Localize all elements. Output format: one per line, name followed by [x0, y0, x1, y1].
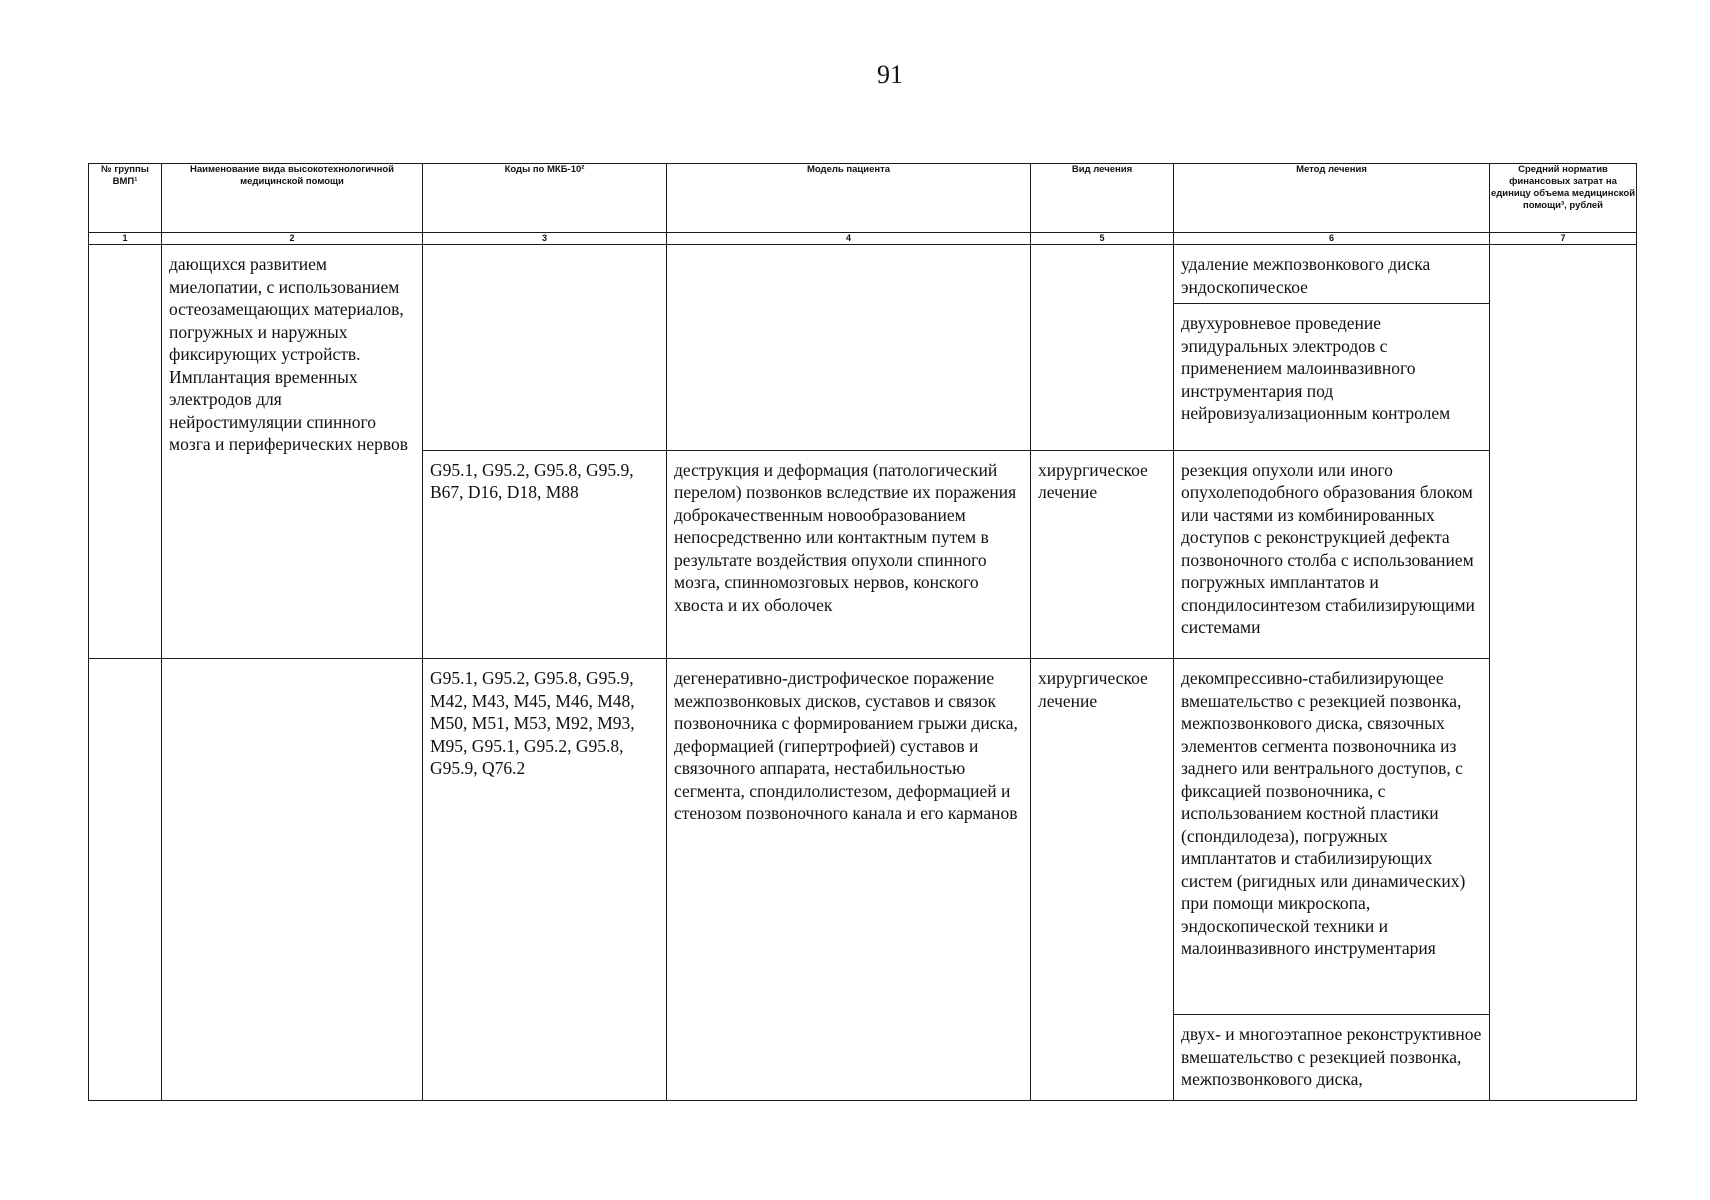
header-icd-codes: Коды по МКБ-10² — [423, 164, 667, 233]
cost-standard-cell — [1490, 245, 1637, 1101]
treatment-method-text: двухуровневое проведение эпидуральных электродов с применением малоинвазивного инструментария под нейровизуализационным контролем — [1174, 303, 1489, 429]
treatment-method-cell — [1174, 450, 1490, 659]
header-patient-model: Модель пациента — [667, 164, 1031, 233]
patient-model-cell — [667, 659, 1031, 1101]
treatment-method-cell — [1174, 659, 1490, 1101]
patient-model-cell — [667, 245, 1031, 451]
group-number-cell — [89, 659, 162, 1101]
treatment-type-text: хирургическое лечение — [1038, 668, 1148, 711]
table-row — [89, 659, 1637, 1101]
care-name-text: дающихся развитием миелопатии, с использованием остеозамещающих материалов, погружных и наружных фиксирующих устройств. Имплантация временных электродов для нейростимуляции спинного мозга и периферических нервов — [169, 254, 409, 454]
column-number: 7 — [1490, 233, 1637, 245]
treatment-type-cell — [1031, 245, 1174, 451]
treatment-type-cell — [1031, 659, 1174, 1101]
column-number: 2 — [162, 233, 423, 245]
column-number-row — [89, 233, 1637, 245]
treatment-method-text: декомпрессивно-стабилизирующее вмешательство с резекцией позвонка, межпозвонкового диска, связочных элементов сегмента позвоночника из заднего или вентрального доступов, с фиксацией позвоночника, с использованием костной пластики (спондилодеза), погружных имплантатов и стабилизирующих систем (ригидных или динамических) при помощи микроскопа, эндоскопической техники и малоинвазивного инструментария — [1181, 668, 1466, 959]
header-cost-standard: Средний норматив финансовых затрат на единицу объема медицинской помощи³, рублей — [1490, 164, 1637, 233]
header-treatment-method: Метод лечения — [1174, 164, 1490, 233]
table-row — [89, 245, 1637, 451]
column-number: 3 — [423, 233, 667, 245]
column-number: 6 — [1174, 233, 1490, 245]
patient-model-text: дегенеративно-дистрофическое поражение межпозвонковых дисков, суставов и связок позвоночника с формированием грыжи диска, деформацией (гипертрофией) суставов и связочного аппарата, нестабильностью сегмента, спондилолистезом, деформацией и стенозом позвоночного канала и его карманов — [674, 668, 1018, 824]
icd-codes-text: G95.1, G95.2, G95.8, G95.9, M42, M43, M45, M46, M48, M50, M51, M53, M92, M93, M95, G95.1, G95.2, G95.8, G95.9, Q76.2 — [430, 668, 635, 779]
header-treatment-type: Вид лечения — [1031, 164, 1174, 233]
patient-model-text: деструкция и деформация (патологический перелом) позвонков вследствие их поражения доброкачественным новообразованием непосредственно или контактным путем в результате воздействия опухоли спинного мозга, спинномозговых нервов, конского хвоста и их оболочек — [674, 459, 1017, 615]
icd-codes-cell — [423, 659, 667, 1101]
icd-codes-cell — [423, 245, 667, 451]
header-care-name: Наименование вида высокотехнологичной медицинской помощи — [162, 164, 423, 233]
treatment-method-text: резекция опухоли или иного опухолеподобного образования блоком или частями из комбинированных доступов с реконструкцией дефекта позвоночного столба с использованием погружных имплантатов и спондилосинтезом стабилизирующими системами — [1181, 459, 1475, 638]
treatment-method-text: двух- и многоэтапное реконструктивное вмешательство с резекцией позвонка, межпозвонкового диска, — [1174, 1014, 1489, 1095]
column-number: 1 — [89, 233, 162, 245]
header-group-number: № группы ВМП¹ — [89, 164, 162, 233]
care-name-cell — [162, 659, 423, 1101]
icd-codes-cell — [423, 450, 667, 659]
page-number: 91 — [877, 60, 903, 89]
icd-codes-text: G95.1, G95.2, G95.8, G95.9, B67, D16, D18, M88 — [430, 459, 634, 503]
patient-model-cell — [667, 450, 1031, 659]
vmp-table — [88, 163, 1637, 1101]
column-number: 5 — [1031, 233, 1174, 245]
treatment-method-cell — [1174, 245, 1490, 451]
treatment-type-cell — [1031, 450, 1174, 659]
header-row — [89, 164, 1637, 233]
treatment-method-text: удаление межпозвонкового диска эндоскопическое — [1181, 254, 1431, 297]
column-number: 4 — [667, 233, 1031, 245]
care-name-cell — [162, 245, 423, 659]
treatment-type-text: хирургическое лечение — [1038, 459, 1148, 503]
group-number-cell — [89, 245, 162, 659]
